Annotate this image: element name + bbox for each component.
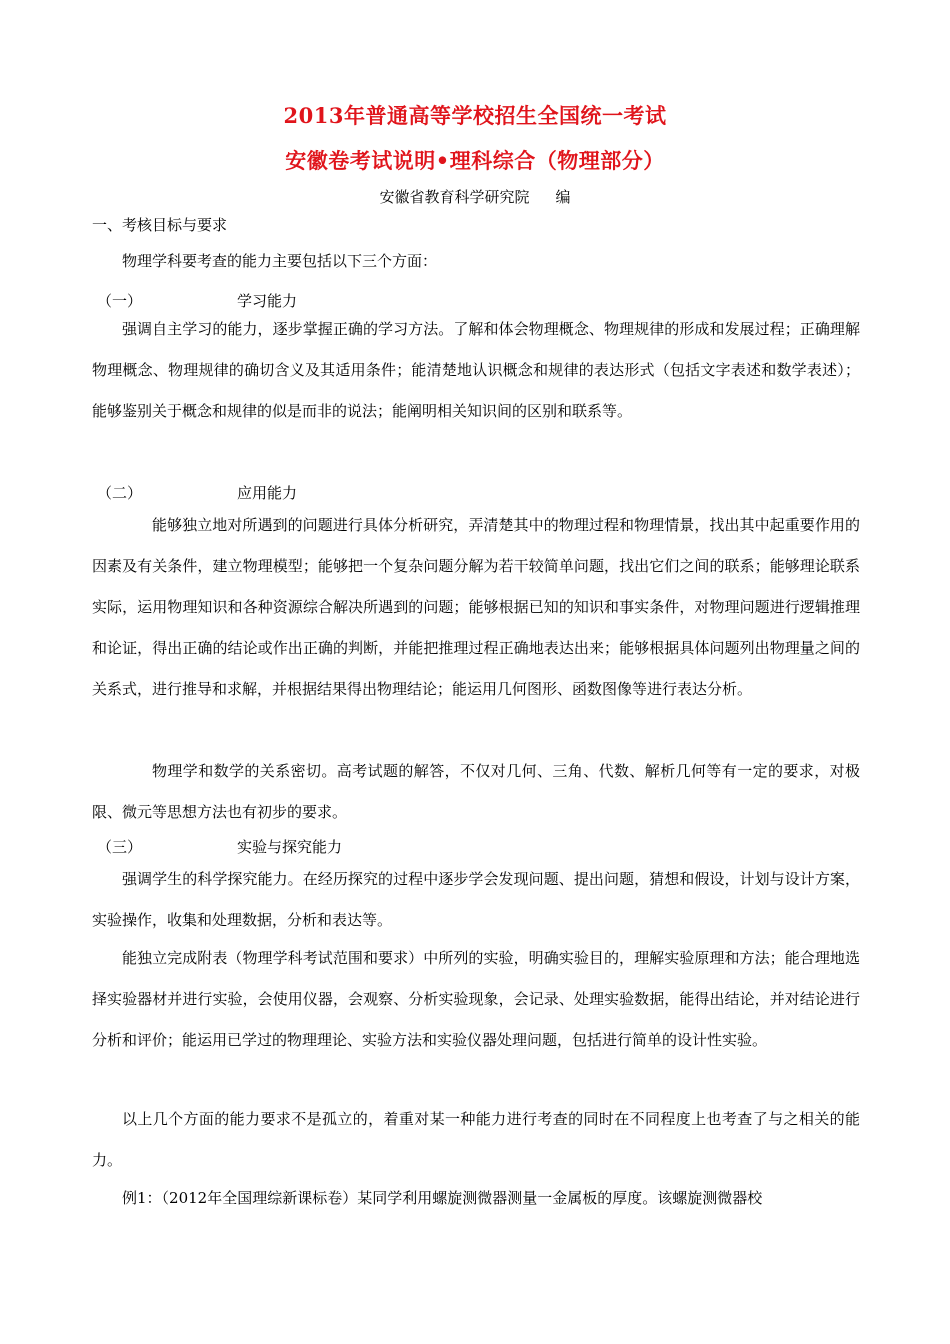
ability3-title: 实验与探究能力	[237, 838, 343, 856]
example1-paragraph: 例1：（2012年全国理综新课标卷）某同学利用螺旋测微器测量一金属板的厚度。该螺旋测微器校	[122, 1189, 763, 1207]
document-subtitle: 安徽卷考试说明•理科综合（物理部分）	[285, 148, 665, 173]
ability3-paragraph-1: 强调学生的科学探究能力。在经历探究的过程中逐步学会发现问题、提出问题，猜想和假设，计划与设计方案，实验操作，收集和处理数据，分析和表达等。	[92, 870, 860, 929]
ability2-heading	[97, 482, 297, 503]
document-title: 2013年普通高等学校招生全国统一考试	[283, 103, 667, 128]
section-heading: 一、考核目标与要求	[92, 216, 228, 234]
section-intro: 物理学科要考查的能力主要包括以下三个方面：	[122, 252, 438, 270]
ability2-number: （二）	[97, 484, 143, 502]
ability3-number: （三）	[97, 838, 143, 856]
ability3-heading	[97, 836, 342, 857]
ability2-title: 应用能力	[237, 484, 298, 502]
editor-organization: 安徽省教育科学研究院	[379, 188, 530, 206]
ability1-paragraph: 强调自主学习的能力，逐步掌握正确的学习方法。了解和体会物理概念、物理规律的形成和发展过程；正确理解物理概念、物理规律的确切含义及其适用条件；能清楚地认识概念和规律的表达形式（包括文字表述和数学表述）；能够鉴别关于概念和规律的似是而非的说法；能阐明相关知识间的区别和联系等。	[92, 320, 860, 420]
summary-paragraph: 以上几个方面的能力要求不是孤立的，着重对某一种能力进行考查的同时在不同程度上也考查了与之相关的能力。	[92, 1110, 860, 1169]
editor-role: 编	[555, 188, 571, 206]
ability1-heading	[97, 290, 297, 311]
math-relation-paragraph: 物理学和数学的关系密切。高考试题的解答，不仅对几何、三角、代数、解析几何等有一定的要求，对极限、微元等思想方法也有初步的要求。	[92, 762, 860, 821]
ability1-number: （一）	[97, 292, 143, 310]
ability2-paragraph: 能够独立地对所遇到的问题进行具体分析研究，弄清楚其中的物理过程和物理情景，找出其中起重要作用的因素及有关条件，建立物理模型；能够把一个复杂问题分解为若干较简单问题，找出它们之间的联系；能够理论联系实际，运用物理知识和各种资源综合解决所遇到的问题；能够根据已知的知识和事实条件，对物理问题进行逻辑推理和论证，得出正确的结论或作出正确的判断，并能把推理过程正确地表达出来；能够根据具体问题列出物理量之间的关系式，进行推导和求解，并根据结果得出物理结论；能运用几何图形、函数图像等进行表达分析。	[92, 516, 860, 698]
ability3-paragraph-2: 能独立完成附表（物理学科考试范围和要求）中所列的实验，明确实验目的，理解实验原理和方法；能合理地选择实验器材并进行实验，会使用仪器，会观察、分析实验现象，会记录、处理实验数据，能得出结论，并对结论进行分析和评价；能运用已学过的物理理论、实验方法和实验仪器处理问题，包括进行简单的设计性实验。	[92, 949, 860, 1049]
editor-line	[0, 186, 950, 207]
ability1-title: 学习能力	[237, 292, 298, 310]
